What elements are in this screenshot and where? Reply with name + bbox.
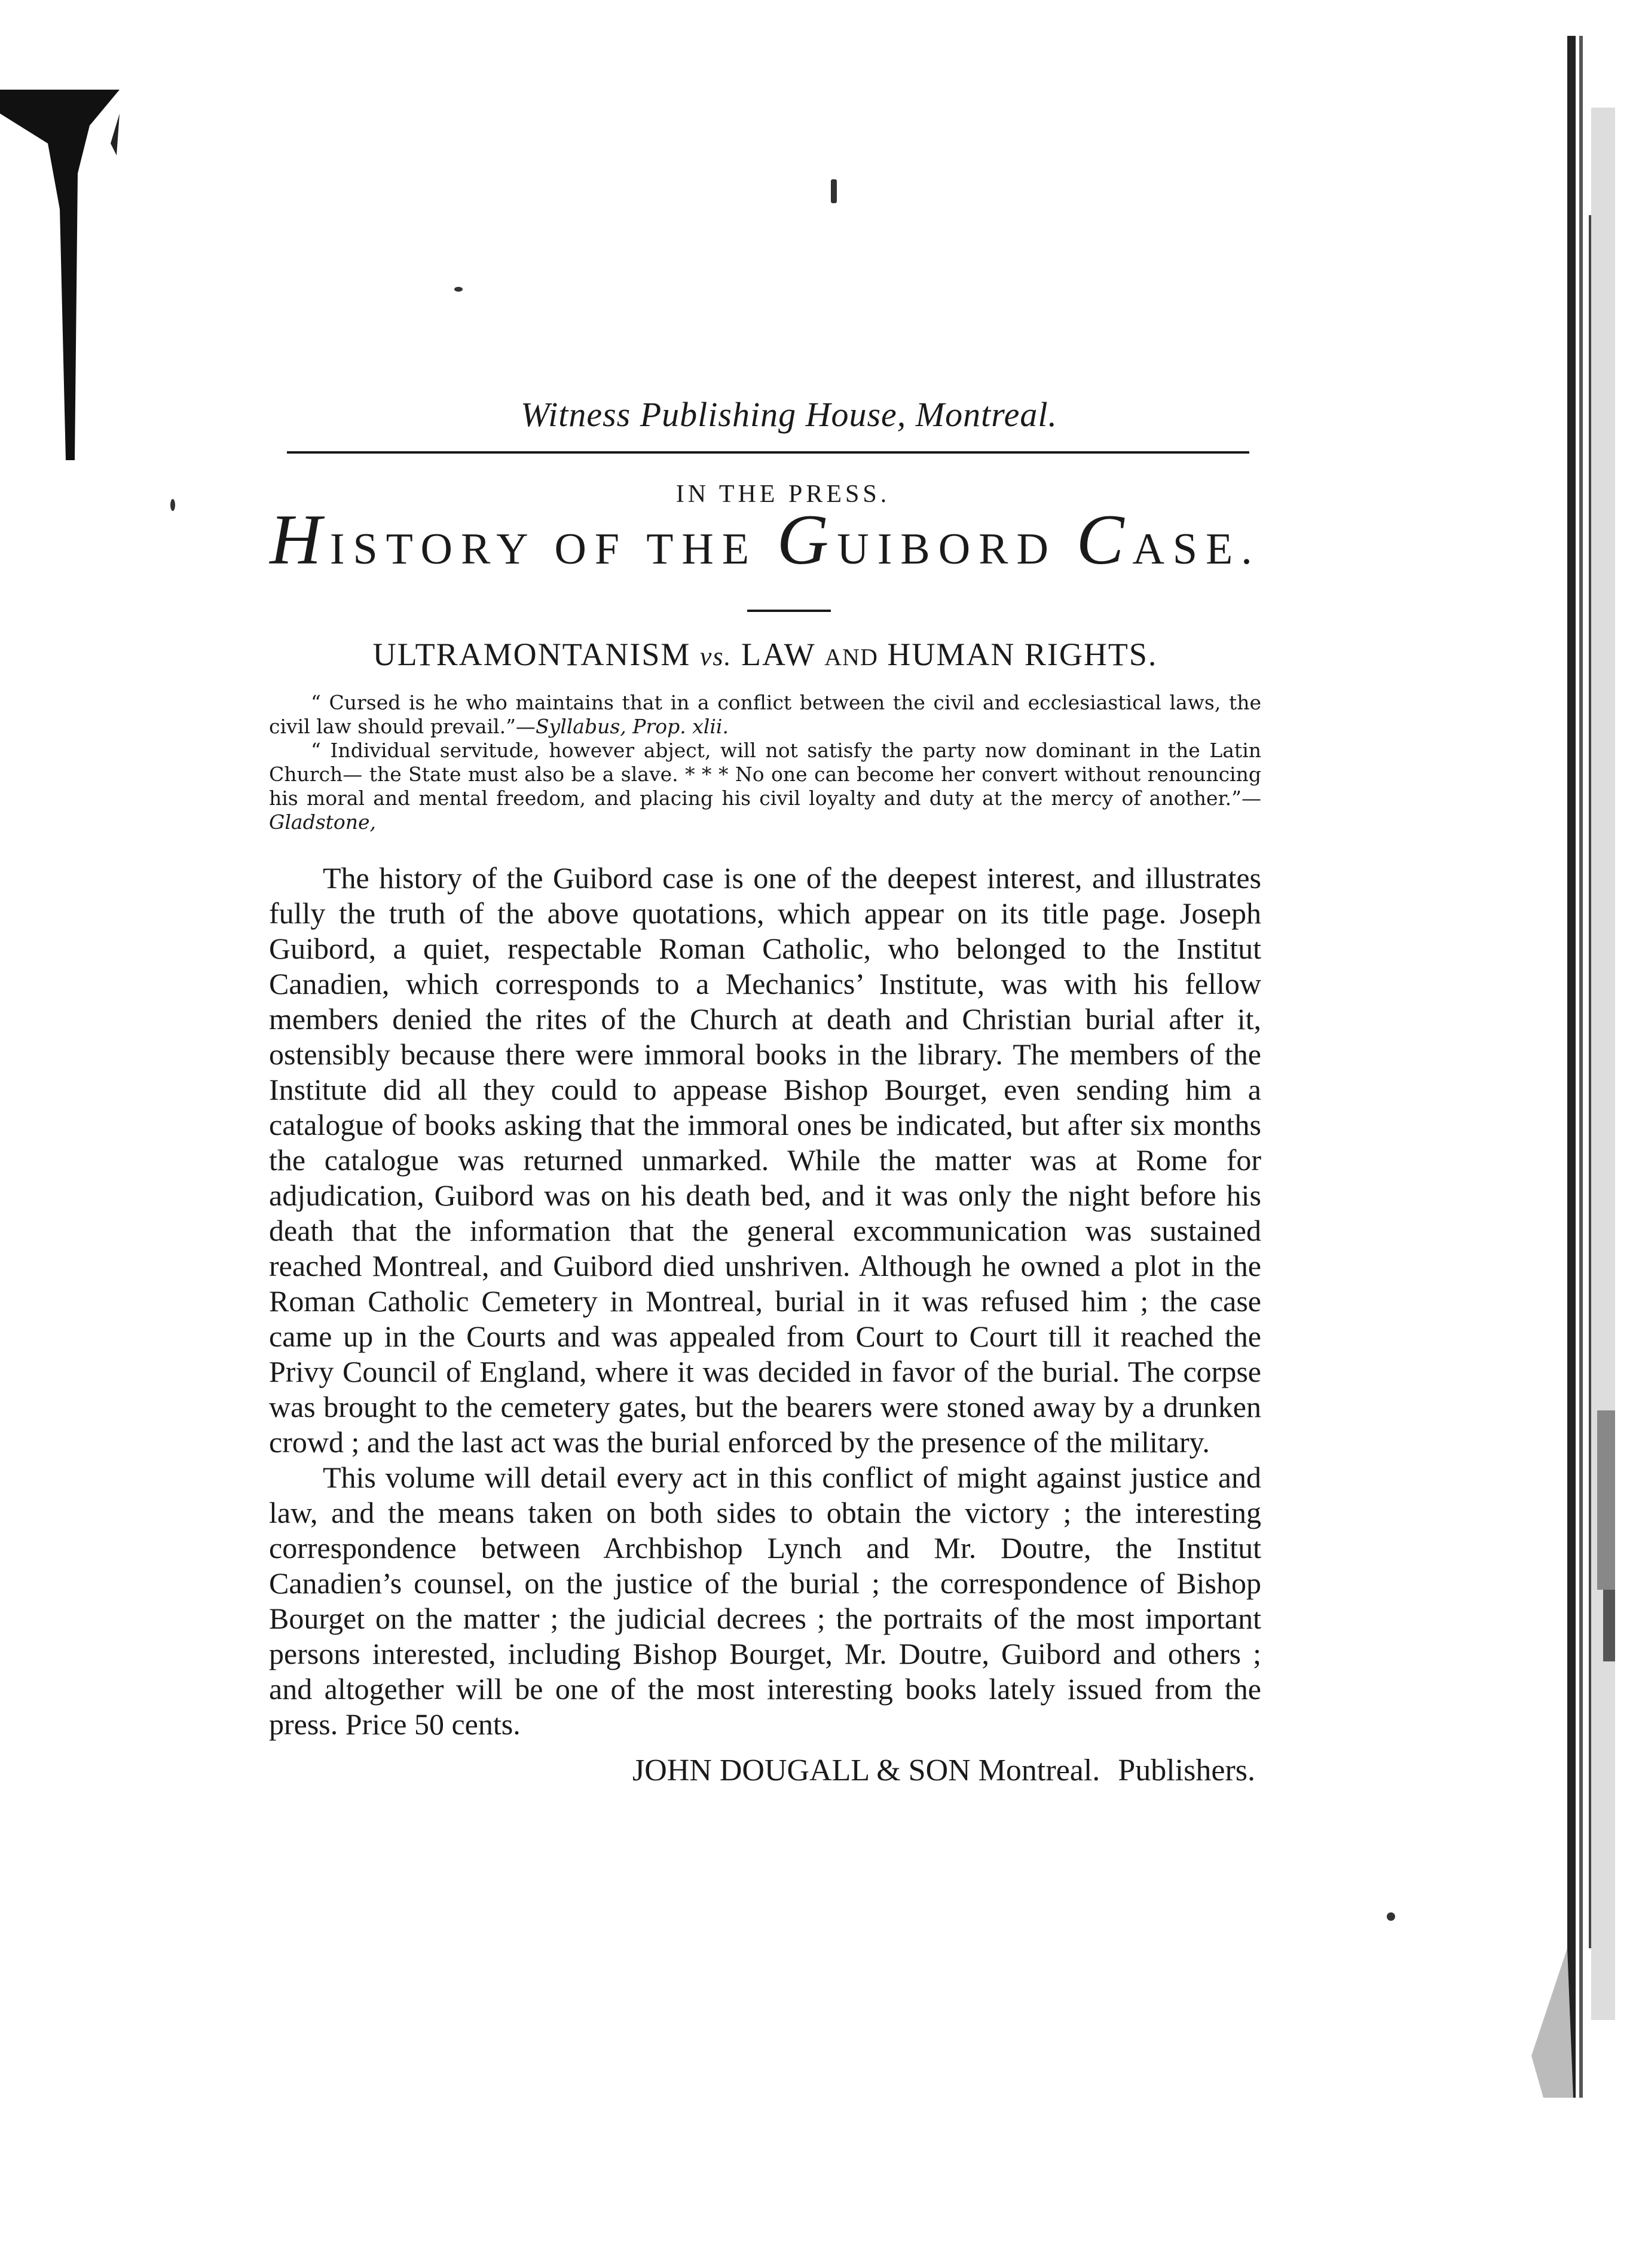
body-paragraph: The history of the Guibord case is one of the deepest interest, and illustrates fully the truth of the above quotations, which appear on its title page. Joseph Guibord, a quiet, respectable Roman Catholic, who belonged to the Institut Canadien, which corresponds to a Mechanics’ Institute, was with his fellow members denied the rites of the Church at death and Christian burial after it, ostensibly because there were immoral books in the library. The members of the Institute did all they could to appease Bishop Bourget, even sending him a catalogue of books asking that the immoral ones be indicated, but after six months the catalogue was returned unmarked. While the matter was at Rome for adjudication, Guibord was on his death bed, and it was only the night before his death that the information that the general excommunication was sustained reached Montreal, and Guibord died unshriven. Although he owned a plot in the Roman Catholic Cemetery in Montreal, burial in it was refused him ; the case came up in the Courts and was appealed from Court to Court till it reached the Privy Council of England, where it was decided in favor of the burial. The corpse was brought to the cemetery gates, but the bearers were stoned away by a drunken crowd ; and the last act was the burial enforced by the presence of the military. [269,861,1261,1459]
quote-source: Syllabus, Prop. xlii. [535,715,729,738]
speck-mark [831,179,837,203]
speck-mark [454,287,463,292]
quote-text: “ Cursed is he who maintains that in a conflict between the civil and ecclesiastical laws, the civil law should prevail.”— [269,691,1261,738]
title-rule [747,610,831,612]
publisher-role: Publishers. [1118,1753,1255,1788]
quote-source: Gladstone, [269,810,377,834]
subtitle-law: LAW [741,636,815,672]
title-word-case: ASE. [1132,525,1261,574]
title-word-the: THE [646,525,758,574]
body-text [269,861,1261,1742]
subtitle-and: AND [824,644,878,671]
document-page [269,394,1261,1788]
subtitle-vs: vs. [699,642,732,671]
title-word-of: OF [554,525,628,574]
title-initial-h: H [270,500,330,579]
subtitle [269,636,1261,673]
subtitle-ultramontanism: ULTRAMONTANISM [372,636,691,672]
header-rule [287,451,1249,454]
page-title [269,500,1261,579]
epigraph-quotes [269,691,1261,834]
press-notice: IN THE PRESS. [675,480,891,508]
title-word-guibord: UIBORD [837,525,1057,574]
binding-shadow-left [0,90,120,460]
title-initial-g: G [776,500,837,579]
title-initial-c: C [1076,500,1133,579]
speck-mark [170,499,175,511]
publisher-house-line: Witness Publishing House, Montreal. [521,395,1057,434]
subtitle-human-rights: HUMAN RIGHTS. [887,636,1158,672]
quote-syllabus [269,691,1261,739]
quote-gladstone [269,739,1261,834]
quote-text: “ Individual servitude, however abject, will not satisfy the party now dominant in the Latin Church— the State must also be a slave. * * * No one can become her convert without renouncing his moral and mental freedom, and placing his civil loyalty and duty at the mercy of another.”— [269,739,1261,810]
publisher-signature [269,1753,1261,1788]
speck-mark [1387,1912,1395,1921]
binding-shadow-right [1531,36,1639,2098]
title-word-history: ISTORY [329,525,535,574]
body-paragraph: This volume will detail every act in this conflict of might against justice and law, and the means taken on both sides to obtain the victory ; the interesting correspondence between Archbishop Lynch and Mr. Doutre, the Institut Canadien’s counsel, on the justice of the burial ; the correspondence of Bishop Bourget on the matter ; the judicial decrees ; the portraits of the most important persons interested, including Bishop Bourget, Mr. Doutre, Guibord and others ; and altogether will be one of the most interesting books lately issued from the press. Price 50 cents. [269,1461,1261,1741]
publisher-name: JOHN DOUGALL & SON Montreal. [632,1753,1100,1788]
